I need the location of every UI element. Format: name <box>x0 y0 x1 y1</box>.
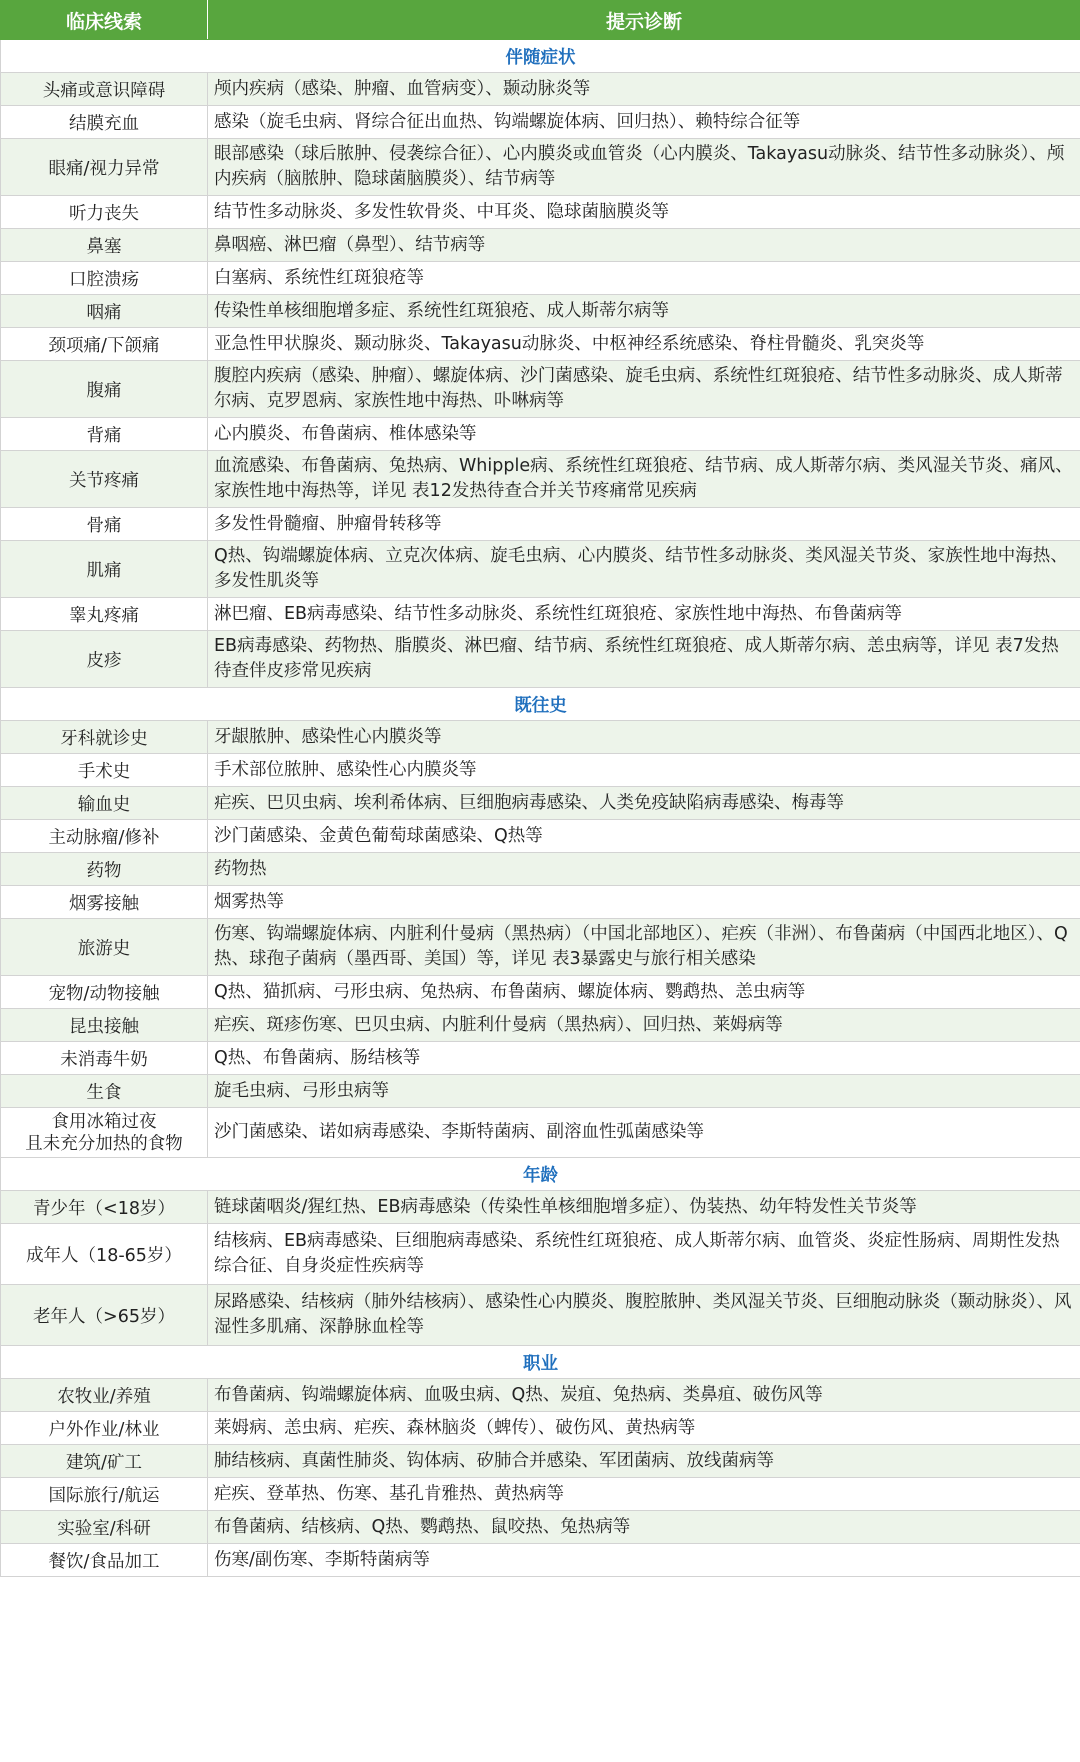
section-header <box>1 1158 1080 1191</box>
diagnosis-cell: 颅内疾病（感染、肿瘤、血管病变）、颞动脉炎等 <box>208 73 1080 106</box>
table-row <box>1 721 1080 754</box>
clue-cell: 牙科就诊史 <box>1 721 208 754</box>
table-row <box>1 508 1080 541</box>
diagnosis-cell: 沙门菌感染、金黄色葡萄球菌感染、Q热等 <box>208 820 1080 853</box>
table-header-row <box>1 1 1080 40</box>
table-row <box>1 631 1080 688</box>
table-row <box>1 1379 1080 1412</box>
clue-line-1: 食用冰箱过夜 <box>51 1111 157 1132</box>
table-row <box>1 295 1080 328</box>
clue-cell: 睾丸疼痛 <box>1 598 208 631</box>
clue-cell: 皮疹 <box>1 631 208 688</box>
table-row <box>1 919 1080 976</box>
diagnosis-cell: 牙龈脓肿、感染性心内膜炎等 <box>208 721 1080 754</box>
clue-cell: 青少年（<18岁） <box>1 1191 208 1224</box>
diagnosis-cell: 鼻咽癌、淋巴瘤（鼻型）、结节病等 <box>208 229 1080 262</box>
diagnosis-cell: Q热、钩端螺旋体病、立克次体病、旋毛虫病、心内膜炎、结节性多动脉炎、类风湿关节炎、家族性地中海热、多发性肌炎等 <box>208 541 1080 598</box>
diagnosis-cell: 结核病、EB病毒感染、巨细胞病毒感染、系统性红斑狼疮、成人斯蒂尔病、血管炎、炎症性肠病、周期性发热综合征、自身炎症性疾病等 <box>208 1224 1080 1285</box>
diagnosis-cell: 多发性骨髓瘤、肿瘤骨转移等 <box>208 508 1080 541</box>
diagnosis-cell: 感染（旋毛虫病、肾综合征出血热、钩端螺旋体病、回归热）、赖特综合征等 <box>208 106 1080 139</box>
table-row <box>1 196 1080 229</box>
section-header <box>1 1346 1080 1379</box>
diagnosis-cell: 白塞病、系统性红斑狼疮等 <box>208 262 1080 295</box>
section-header <box>1 688 1080 721</box>
diagnosis-cell: 药物热 <box>208 853 1080 886</box>
diagnosis-cell: 链球菌咽炎/猩红热、EB病毒感染（传染性单核细胞增多症）、伪装热、幼年特发性关节炎等 <box>208 1191 1080 1224</box>
diagnosis-cell: 手术部位脓肿、感染性心内膜炎等 <box>208 754 1080 787</box>
table-row <box>1 1075 1080 1108</box>
diagnosis-cell: 尿路感染、结核病（肺外结核病）、感染性心内膜炎、腹腔脓肿、类风湿关节炎、巨细胞动脉炎（颞动脉炎）、风湿性多肌痛、深静脉血栓等 <box>208 1285 1080 1346</box>
table-row <box>1 1445 1080 1478</box>
clue-cell: 烟雾接触 <box>1 886 208 919</box>
clue-cell: 鼻塞 <box>1 229 208 262</box>
header-suggested-diagnosis: 提示诊断 <box>208 1 1080 40</box>
clue-cell: 昆虫接触 <box>1 1009 208 1042</box>
diagnosis-cell: 疟疾、斑疹伤寒、巴贝虫病、内脏利什曼病（黑热病）、回归热、莱姆病等 <box>208 1009 1080 1042</box>
section-title: 职业 <box>1 1346 1080 1379</box>
clue-cell: 实验室/科研 <box>1 1511 208 1544</box>
diagnosis-cell: 亚急性甲状腺炎、颞动脉炎、Takayasu动脉炎、中枢神经系统感染、脊柱骨髓炎、乳突炎等 <box>208 328 1080 361</box>
table-row <box>1 598 1080 631</box>
diagnosis-cell: 血流感染、布鲁菌病、兔热病、Whipple病、系统性红斑狼疮、结节病、成人斯蒂尔病、类风湿关节炎、痛风、家族性地中海热等，详见 表12发热待查合并关节疼痛常见疾病 <box>208 451 1080 508</box>
table-row <box>1 262 1080 295</box>
clue-cell: 听力丧失 <box>1 196 208 229</box>
section-title: 年龄 <box>1 1158 1080 1191</box>
section-title: 伴随症状 <box>1 40 1080 73</box>
table-row <box>1 541 1080 598</box>
table-row <box>1 451 1080 508</box>
table-row <box>1 1009 1080 1042</box>
table-row <box>1 361 1080 418</box>
table-row <box>1 1224 1080 1285</box>
diagnosis-cell: 烟雾热等 <box>208 886 1080 919</box>
diagnosis-cell: 莱姆病、恙虫病、疟疾、森林脑炎（蜱传）、破伤风、黄热病等 <box>208 1412 1080 1445</box>
clue-cell: 背痛 <box>1 418 208 451</box>
clue-cell: 眼痛/视力异常 <box>1 139 208 196</box>
section-title: 既往史 <box>1 688 1080 721</box>
table-row <box>1 754 1080 787</box>
diagnosis-cell: 传染性单核细胞增多症、系统性红斑狼疮、成人斯蒂尔病等 <box>208 295 1080 328</box>
clue-cell: 老年人（>65岁） <box>1 1285 208 1346</box>
clue-cell: 药物 <box>1 853 208 886</box>
clue-cell <box>1 1108 208 1158</box>
table-row <box>1 418 1080 451</box>
clue-cell: 咽痛 <box>1 295 208 328</box>
clue-cell: 结膜充血 <box>1 106 208 139</box>
clue-cell: 口腔溃疡 <box>1 262 208 295</box>
clue-cell: 旅游史 <box>1 919 208 976</box>
clue-cell: 生食 <box>1 1075 208 1108</box>
clue-cell: 手术史 <box>1 754 208 787</box>
table-row <box>1 106 1080 139</box>
diagnosis-cell: 布鲁菌病、钩端螺旋体病、血吸虫病、Q热、炭疽、兔热病、类鼻疽、破伤风等 <box>208 1379 1080 1412</box>
diagnosis-cell: 疟疾、登革热、伤寒、基孔肯雅热、黄热病等 <box>208 1478 1080 1511</box>
clue-cell: 腹痛 <box>1 361 208 418</box>
diagnosis-cell: 旋毛虫病、弓形虫病等 <box>208 1075 1080 1108</box>
table-row <box>1 1191 1080 1224</box>
table-row <box>1 1478 1080 1511</box>
clue-cell: 肌痛 <box>1 541 208 598</box>
clue-cell: 宠物/动物接触 <box>1 976 208 1009</box>
diagnosis-cell: 淋巴瘤、EB病毒感染、结节性多动脉炎、系统性红斑狼疮、家族性地中海热、布鲁菌病等 <box>208 598 1080 631</box>
clue-line-2: 且未充分加热的食物 <box>25 1133 183 1154</box>
table-row <box>1 1544 1080 1577</box>
clue-cell: 主动脉瘤/修补 <box>1 820 208 853</box>
header-clinical-clue: 临床线索 <box>1 1 208 40</box>
table-row <box>1 1042 1080 1075</box>
diagnosis-cell: EB病毒感染、药物热、脂膜炎、淋巴瘤、结节病、系统性红斑狼疮、成人斯蒂尔病、恙虫病等，详见 表7发热待查伴皮疹常见疾病 <box>208 631 1080 688</box>
diagnosis-cell: Q热、猫抓病、弓形虫病、兔热病、布鲁菌病、螺旋体病、鹦鹉热、恙虫病等 <box>208 976 1080 1009</box>
diagnosis-cell: 布鲁菌病、结核病、Q热、鹦鹉热、鼠咬热、兔热病等 <box>208 1511 1080 1544</box>
diagnosis-cell: 心内膜炎、布鲁菌病、椎体感染等 <box>208 418 1080 451</box>
diagnosis-cell: 沙门菌感染、诺如病毒感染、李斯特菌病、副溶血性弧菌感染等 <box>208 1108 1080 1158</box>
diagnosis-cell: Q热、布鲁菌病、肠结核等 <box>208 1042 1080 1075</box>
clue-cell: 颈项痛/下颌痛 <box>1 328 208 361</box>
clue-cell: 户外作业/林业 <box>1 1412 208 1445</box>
table-row <box>1 328 1080 361</box>
table-row <box>1 1511 1080 1544</box>
clue-cell: 关节疼痛 <box>1 451 208 508</box>
table-row <box>1 1412 1080 1445</box>
clue-cell: 骨痛 <box>1 508 208 541</box>
diagnosis-cell: 腹腔内疾病（感染、肿瘤）、螺旋体病、沙门菌感染、旋毛虫病、系统性红斑狼疮、结节性多动脉炎、成人斯蒂尔病、克罗恩病、家族性地中海热、卟啉病等 <box>208 361 1080 418</box>
clue-cell: 农牧业/养殖 <box>1 1379 208 1412</box>
table-row <box>1 229 1080 262</box>
diagnosis-cell: 结节性多动脉炎、多发性软骨炎、中耳炎、隐球菌脑膜炎等 <box>208 196 1080 229</box>
table-row <box>1 976 1080 1009</box>
table-row <box>1 1108 1080 1158</box>
diagnosis-cell: 眼部感染（球后脓肿、侵袭综合征）、心内膜炎或血管炎（心内膜炎、Takayasu动脉炎、结节性多动脉炎）、颅内疾病（脑脓肿、隐球菌脑膜炎）、结节病等 <box>208 139 1080 196</box>
table-row <box>1 1285 1080 1346</box>
clue-cell: 头痛或意识障碍 <box>1 73 208 106</box>
table-row <box>1 73 1080 106</box>
clue-cell: 成年人（18-65岁） <box>1 1224 208 1285</box>
table-row <box>1 853 1080 886</box>
table-row <box>1 820 1080 853</box>
table-row <box>1 139 1080 196</box>
diagnosis-cell: 肺结核病、真菌性肺炎、钩体病、矽肺合并感染、军团菌病、放线菌病等 <box>208 1445 1080 1478</box>
clue-cell: 未消毒牛奶 <box>1 1042 208 1075</box>
diagnosis-cell: 伤寒、钩端螺旋体病、内脏利什曼病（黑热病）（中国北部地区）、疟疾（非洲）、布鲁菌病（中国西北地区）、Q热、球孢子菌病（墨西哥、美国）等，详见 表3暴露史与旅行相关感染 <box>208 919 1080 976</box>
clue-cell: 建筑/矿工 <box>1 1445 208 1478</box>
table-row <box>1 787 1080 820</box>
clue-cell: 输血史 <box>1 787 208 820</box>
section-header <box>1 40 1080 73</box>
diagnosis-cell: 伤寒/副伤寒、李斯特菌病等 <box>208 1544 1080 1577</box>
diagnosis-cell: 疟疾、巴贝虫病、埃利希体病、巨细胞病毒感染、人类免疫缺陷病毒感染、梅毒等 <box>208 787 1080 820</box>
clue-cell: 餐饮/食品加工 <box>1 1544 208 1577</box>
table-row <box>1 886 1080 919</box>
clue-cell: 国际旅行/航运 <box>1 1478 208 1511</box>
